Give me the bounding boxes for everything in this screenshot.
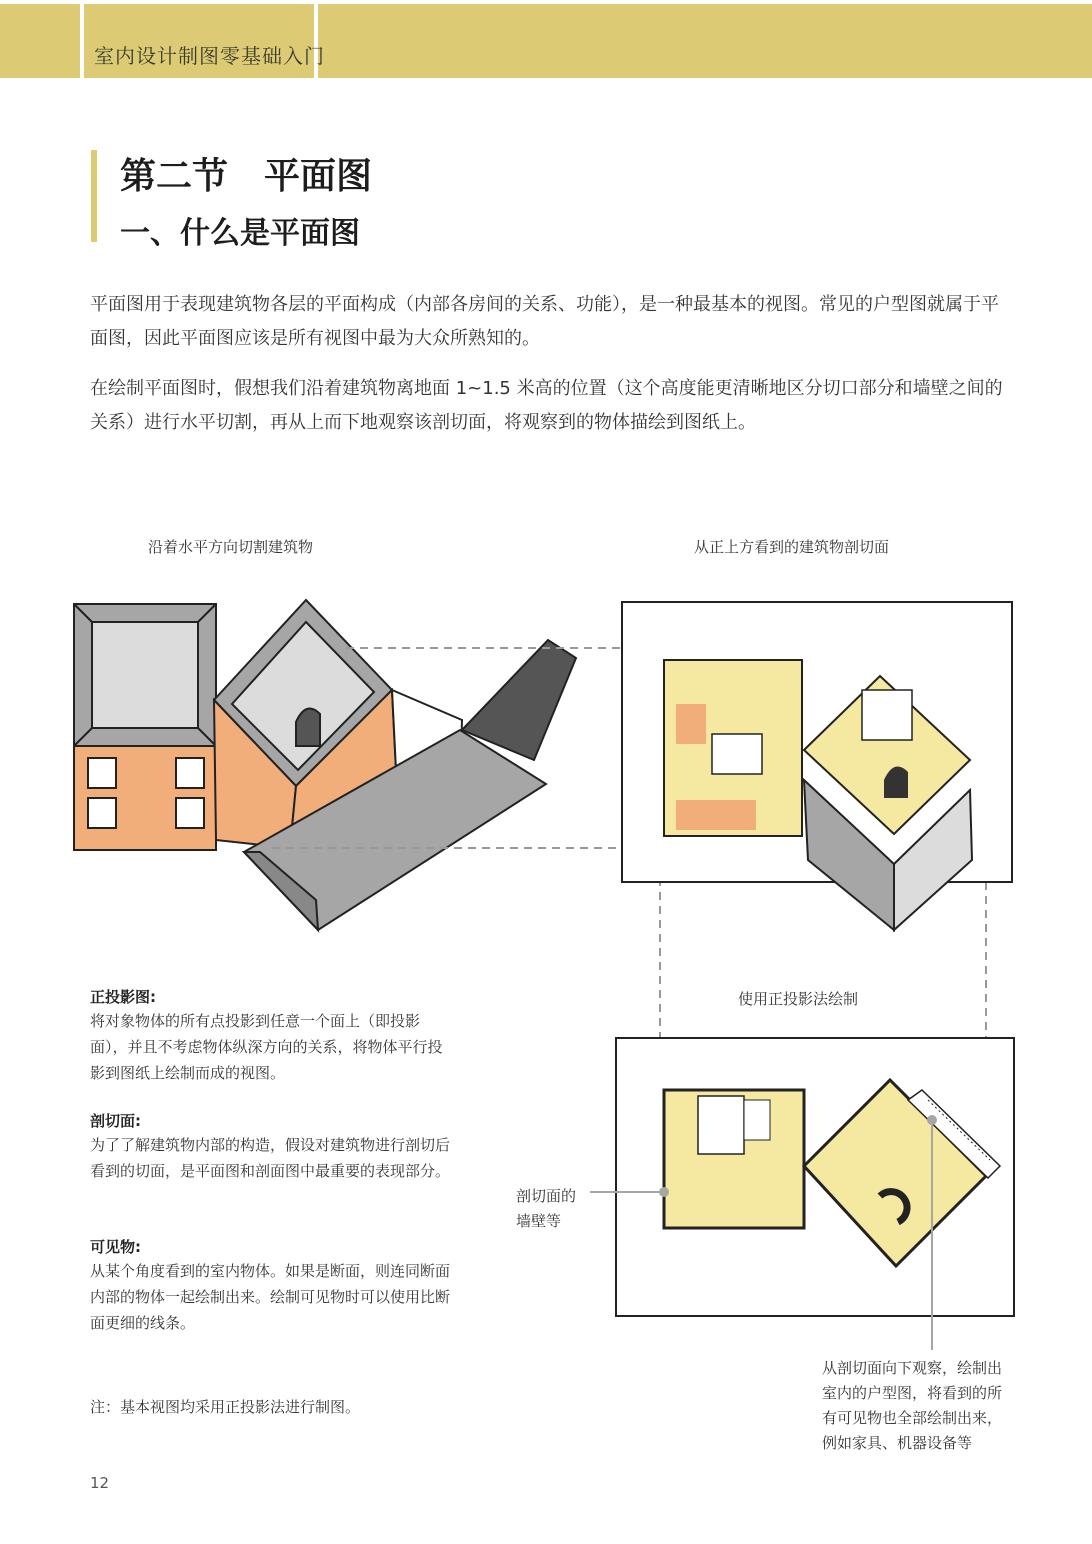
section-top-view-frame [622, 602, 1012, 930]
callout-section-wall-line: 剖切面的 [516, 1187, 577, 1205]
sub-title: 一、什么是平面图 [120, 216, 360, 251]
caption-ortho-projection: 使用正投影法绘制 [738, 990, 859, 1008]
callout-section-wall-line: 墙壁等 [516, 1212, 562, 1230]
callout-view-line: 室内的户型图，将看到的所 [822, 1384, 1003, 1402]
note-visible-head: 可见物: [90, 1238, 141, 1256]
cut-building-left-wing [74, 604, 216, 850]
note-visible-body: 从某个角度看到的室内物体。如果是断面，则连同断面内部的物体一起绘制出来。绘制可见物时可以使用比断面更细的线条。 [90, 1262, 451, 1332]
section-title: 第二节 平面图 [120, 155, 373, 197]
paragraph-1: 平面图用于表现建筑物各层的平面构成（内部各房间的关系、功能），是一种最基本的视图。常见的户型图就属于平面图，因此平面图应该是所有视图中最为大众所熟知的。 [90, 294, 999, 349]
note-ortho-body: 将对象物体的所有点投影到任意一个面上（即投影面），并且不考虑物体纵深方向的关系，将物体平行投影到图纸上绘制而成的视图。 [90, 1012, 443, 1082]
page-number: 12 [90, 1474, 110, 1492]
footnote: 注：基本视图均采用正投影法进行制图。 [90, 1398, 361, 1416]
note-section-body: 为了了解建筑物内部的构造，假设对建筑物进行剖切后看到的切面，是平面图和剖面图中最重要的表现部分。 [90, 1136, 451, 1180]
note-ortho-head: 正投影图: [90, 988, 156, 1006]
book-title: 室内设计制图零基础入门 [94, 44, 325, 68]
note-section-head: 剖切面: [90, 1112, 141, 1130]
callout-view-line: 例如家具、机器设备等 [822, 1434, 973, 1452]
caption-horizontal-cut: 沿着水平方向切割建筑物 [148, 538, 314, 556]
paragraph-2: 在绘制平面图时，假想我们沿着建筑物离地面 1~1.5 米高的位置（这个高度能更清晰地区分切口部分和墙壁之间的关系）进行水平切割，再从上而下地观察该剖切面，将观察到的物体描绘到图纸上。 [90, 378, 1003, 433]
caption-section-top-view: 从正上方看到的建筑物剖切面 [694, 538, 890, 556]
callout-view-line: 从剖切面向下观察，绘制出 [822, 1359, 1003, 1377]
callout-view-line: 有可见物也全部绘制出来， [822, 1409, 1003, 1427]
first-floor-plan [616, 1038, 1014, 1316]
